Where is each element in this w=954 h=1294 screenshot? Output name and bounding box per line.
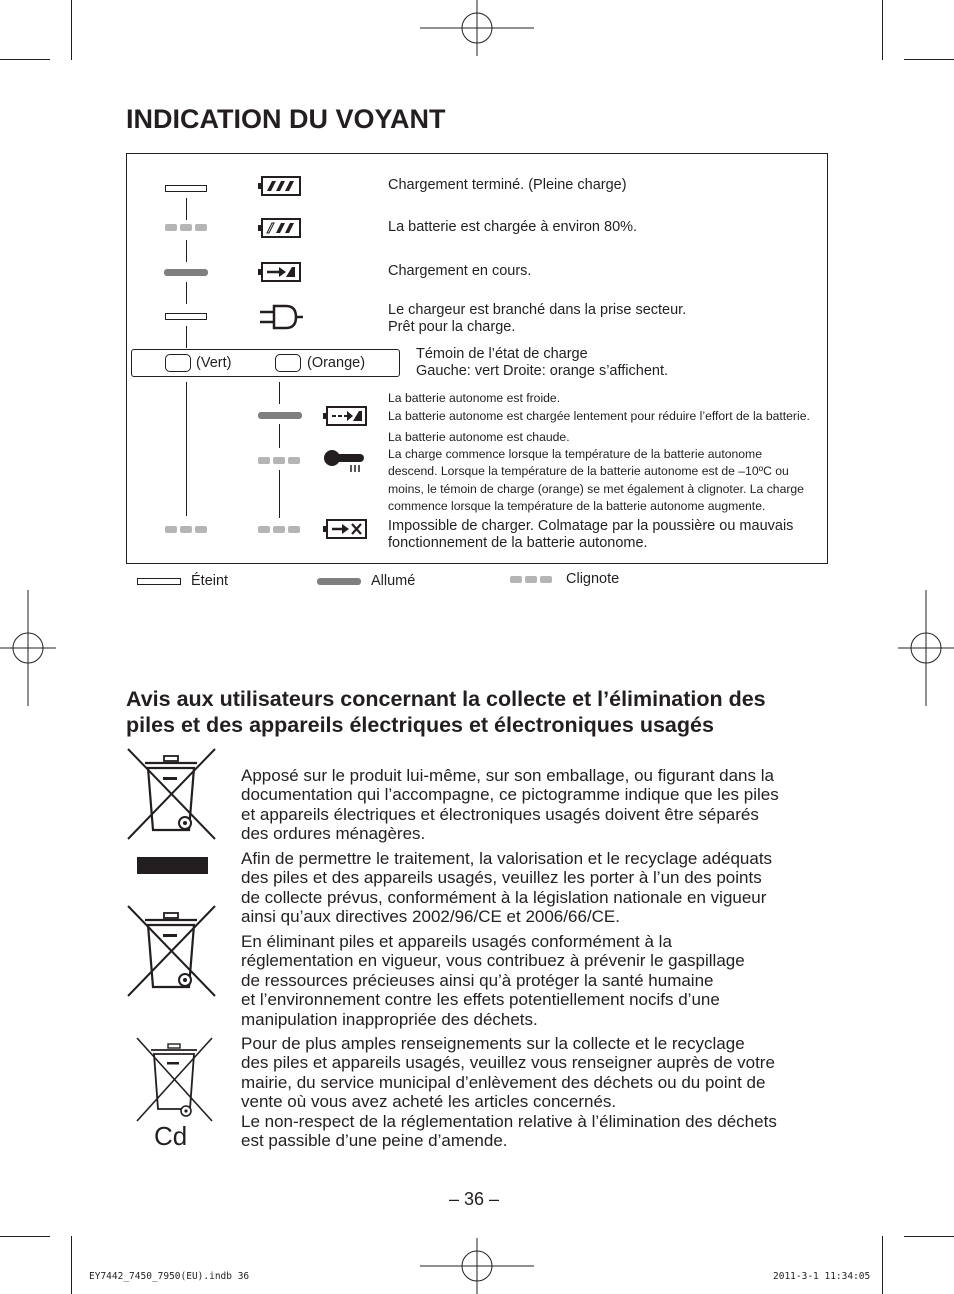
charging-icon xyxy=(258,262,302,282)
led-blink-indicator xyxy=(258,457,303,464)
connector-line xyxy=(279,424,280,448)
led-off-indicator xyxy=(165,185,207,192)
battery-full-icon xyxy=(258,176,302,196)
status-text-ready: Prêt pour la charge. xyxy=(388,319,516,335)
led-on-indicator xyxy=(258,412,302,419)
connector-line xyxy=(186,382,187,516)
hot-text-2: La charge commence lorsque la température de la batterie autonome xyxy=(388,447,762,461)
connector-line xyxy=(186,198,187,220)
status-text-full: Chargement terminé. (Pleine charge) xyxy=(388,177,627,193)
connector-line xyxy=(279,382,280,404)
registration-mark-left xyxy=(0,590,60,706)
key-blink-label: Clignote xyxy=(566,571,620,587)
registration-mark-right xyxy=(894,590,954,706)
disposal-heading: Avis aux utilisateurs concernant la collecte et l’élimination des piles et des appareils électriques et électroniques usagés xyxy=(126,687,766,737)
orange-lamp-label: (Orange) xyxy=(307,355,366,371)
cold-text-1: La batterie autonome est froide. xyxy=(388,391,561,405)
crossed-bin-icon xyxy=(127,748,217,840)
cold-text-2: La batterie autonome est chargée lentement pour réduire l’effort de la batterie. xyxy=(388,409,810,423)
page-number: – 36 – xyxy=(449,1189,500,1209)
status-text-80: La batterie est chargée à environ 80%. xyxy=(388,219,638,235)
plug-icon xyxy=(258,303,304,331)
orange-lamp xyxy=(275,354,301,372)
page-title: INDICATION DU VOYANT xyxy=(126,104,446,134)
error-battery-icon xyxy=(323,518,369,540)
led-blink-indicator xyxy=(165,526,210,533)
green-lamp xyxy=(165,354,191,372)
disposal-paragraph-3: En éliminant piles et appareils usagés conformément à la réglementation en vigueur, vous contribuez à prévenir le gaspillage de ressources précieuses ainsi qu’à protéger la santé humaine et l’environnement contre les effets potentiellement nocifs d’une manipulation inappropriée des déchets. xyxy=(241,932,745,1029)
green-lamp-label: (Vert) xyxy=(196,355,232,371)
hot-text-1: La batterie autonome est chaude. xyxy=(388,430,570,444)
disposal-paragraph-1: Apposé sur le produit lui-même, sur son emballage, ou figurant dans la documentation qui l’accompagne, ce pictogramme indique que les piles et appareils électriques et électroniques usagés doivent être séparés des ordures ménagères. xyxy=(241,766,779,844)
hot-text-3: descend. Lorsque la température de la batterie autonome est de –10ºC ou xyxy=(388,464,789,478)
led-blink-indicator xyxy=(258,526,303,533)
lamp-legend-title: Témoin de l’état de charge xyxy=(416,346,588,362)
key-on-swatch xyxy=(317,578,361,585)
black-bar-marker xyxy=(137,857,208,874)
status-text-charging: Chargement en cours. xyxy=(388,263,532,279)
lamp-legend-desc: Gauche: vert Droite: orange s’affichent. xyxy=(416,363,669,379)
key-blink-swatch xyxy=(510,576,555,583)
hot-text-4: moins, le témoin de charge (orange) se met également à clignoter. La charge xyxy=(388,482,804,496)
thermometer-icon xyxy=(323,447,369,473)
cd-label: Cd xyxy=(154,1121,188,1151)
battery-80-icon xyxy=(258,218,302,238)
connector-line xyxy=(279,470,280,518)
registration-mark-bottom xyxy=(420,1238,534,1294)
key-off-label: Éteint xyxy=(191,573,229,589)
disposal-paragraph-4: Pour de plus amples renseignements sur la collecte et le recyclage des piles et appareils usagés, veuillez vous renseigner auprès de votre mairie, du service municipal d’enlèvement des déchets ou du point de vente où vous avez acheté les articles concernés. Le non-respect de la réglementation relative à l’élimination des déchets est passible d’une peine d’amende. xyxy=(241,1034,777,1151)
led-off-indicator xyxy=(165,313,207,320)
connector-line xyxy=(186,240,187,262)
hot-text-5: commence lorsque la température de la batterie autonome augmente. xyxy=(388,499,766,513)
led-on-indicator xyxy=(164,269,208,276)
footer-timestamp: 2011-3-1 11:34:05 xyxy=(773,1271,871,1282)
led-blink-indicator xyxy=(165,224,210,231)
connector-line xyxy=(186,326,187,348)
error-text-1: Impossible de charger. Colmatage par la poussière ou mauvais xyxy=(388,518,794,534)
key-off-swatch xyxy=(137,578,181,585)
status-text-plugged: Le chargeur est branché dans la prise secteur. xyxy=(388,302,687,318)
crossed-bin-cd-icon xyxy=(136,1037,214,1123)
cold-battery-icon xyxy=(323,405,369,427)
footer-file-info: EY7442_7450_7950(EU).indb 36 xyxy=(89,1271,250,1282)
error-text-2: fonctionnement de la batterie autonome. xyxy=(388,535,648,551)
key-on-label: Allumé xyxy=(371,573,416,589)
disposal-paragraph-2: Afin de permettre le traitement, la valorisation et le recyclage adéquats des piles et des appareils usagés, veuillez les porter à l’un des points de collecte prévus, conformément à la législation nationale en vigueur ainsi qu’aux directives 2002/96/CE et 2006/66/CE. xyxy=(241,849,773,927)
crossed-bin-icon xyxy=(127,905,217,997)
registration-mark-top xyxy=(420,0,534,60)
connector-line xyxy=(186,282,187,304)
